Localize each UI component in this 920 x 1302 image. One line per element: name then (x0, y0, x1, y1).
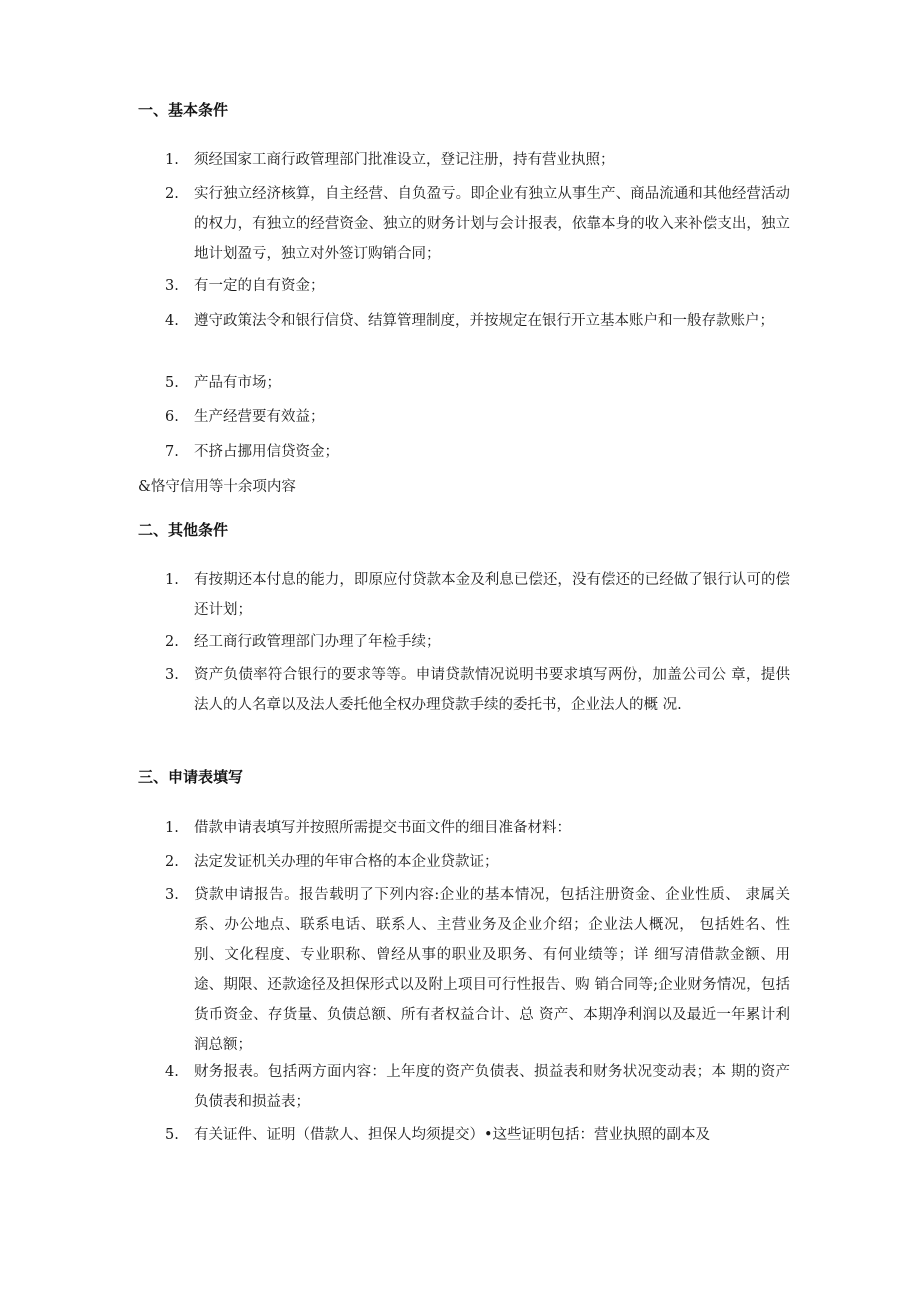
item-text: 不挤占挪用信贷资金； (194, 444, 339, 460)
section-heading: 一、基本条件 (138, 101, 229, 119)
item-number: 4. (165, 313, 179, 329)
section-heading: 三、申请表填写 (138, 768, 244, 786)
item-text: 贷款申请报告。报告载明了下列内容:企业的基本情况，包括注册资金、企业性质、 隶属关系、办公地点、联系电话、联系人、主营业务及企业介绍；企业法人概况， 包括姓名、性别、文化程度、专业职称、曾经从事的职业及职务、有何业绩等；详 细写清借款金额、用途、期限、还款途径及担保形式以及附上项目可行性报告、购 销合同等;企业财务情况，包括货币资金、存货量、负债总额、所有者权益合计、总 资产、本期净利润以及最近一年累计利润总额； (194, 887, 790, 1053)
list-item (165, 660, 790, 720)
list-item (165, 880, 790, 1060)
item-text: 有关证件、证明（借款人、担保人均须提交）•这些证明包括：营业执照的副本及 (194, 1127, 711, 1143)
item-number: 5. (165, 375, 179, 391)
item-text: 有按期还本付息的能力，即原应付贷款本金及利息已偿还，没有偿还的已经做了银行认可的偿还计划； (194, 572, 790, 618)
list-item (165, 368, 790, 398)
item-number: 3. (165, 887, 179, 903)
item-number: 2. (165, 854, 179, 870)
list-item (165, 306, 790, 336)
item-text: 产品有市场； (194, 375, 281, 391)
item-text: 财务报表。包括两方面内容：上年度的资产负债表、损益表和财务状况变动表；本 期的资产负债表和损益表； (194, 1064, 790, 1110)
item-number: 1. (165, 820, 179, 836)
item-text: 须经国家工商行政管理部门批准设立，登记注册，持有营业执照； (194, 152, 615, 168)
list-item (165, 847, 790, 877)
list-item (165, 179, 790, 269)
item-number: 7. (165, 444, 179, 460)
list-item (165, 437, 790, 467)
item-text: 资产负债率符合银行的要求等等。申请贷款情况说明书要求填写两份，加盖公司公 章，提供法人的人名章以及法人委托他全权办理贷款手续的委托书，企业法人的概 况. (194, 667, 790, 713)
item-number: 2. (165, 186, 179, 202)
item-number: 5. (165, 1127, 179, 1143)
list-item (165, 1120, 790, 1150)
list-item (165, 145, 790, 175)
item-number: 3. (165, 278, 179, 294)
section-note: &恪守信用等十余项内容 (138, 479, 296, 495)
item-text: 实行独立经济核算，自主经营、自负盈亏。即企业有独立从事生产、商品流通和其他经营活动的权力，有独立的经营资金、独立的财务计划与会计报表，依靠本身的收入来补偿支出，独立地计划盈亏，独立对外签订购销合同； (194, 186, 790, 262)
item-number: 6. (165, 409, 179, 425)
item-text: 法定发证机关办理的年审合格的本企业贷款证； (194, 854, 499, 870)
item-text: 生产经营要有效益； (194, 409, 325, 425)
section-heading: 二、其他条件 (138, 521, 229, 539)
item-text: 遵守政策法令和银行信贷、结算管理制度，并按规定在银行开立基本账户和一般存款账户； (194, 313, 774, 329)
item-number: 1. (165, 152, 179, 168)
list-item (165, 565, 790, 625)
item-number: 2. (165, 634, 179, 650)
item-number: 1. (165, 572, 179, 588)
item-number: 4. (165, 1064, 179, 1080)
item-text: 有一定的自有资金； (194, 278, 325, 294)
list-item (165, 271, 790, 301)
list-item (165, 402, 790, 432)
list-item (165, 813, 790, 843)
item-number: 3. (165, 667, 179, 683)
list-item (165, 1057, 790, 1117)
item-text: 经工商行政管理部门办理了年检手续； (194, 634, 441, 650)
list-item (165, 627, 790, 657)
item-text: 借款申请表填写并按照所需提交书面文件的细目准备材料： (194, 820, 571, 836)
